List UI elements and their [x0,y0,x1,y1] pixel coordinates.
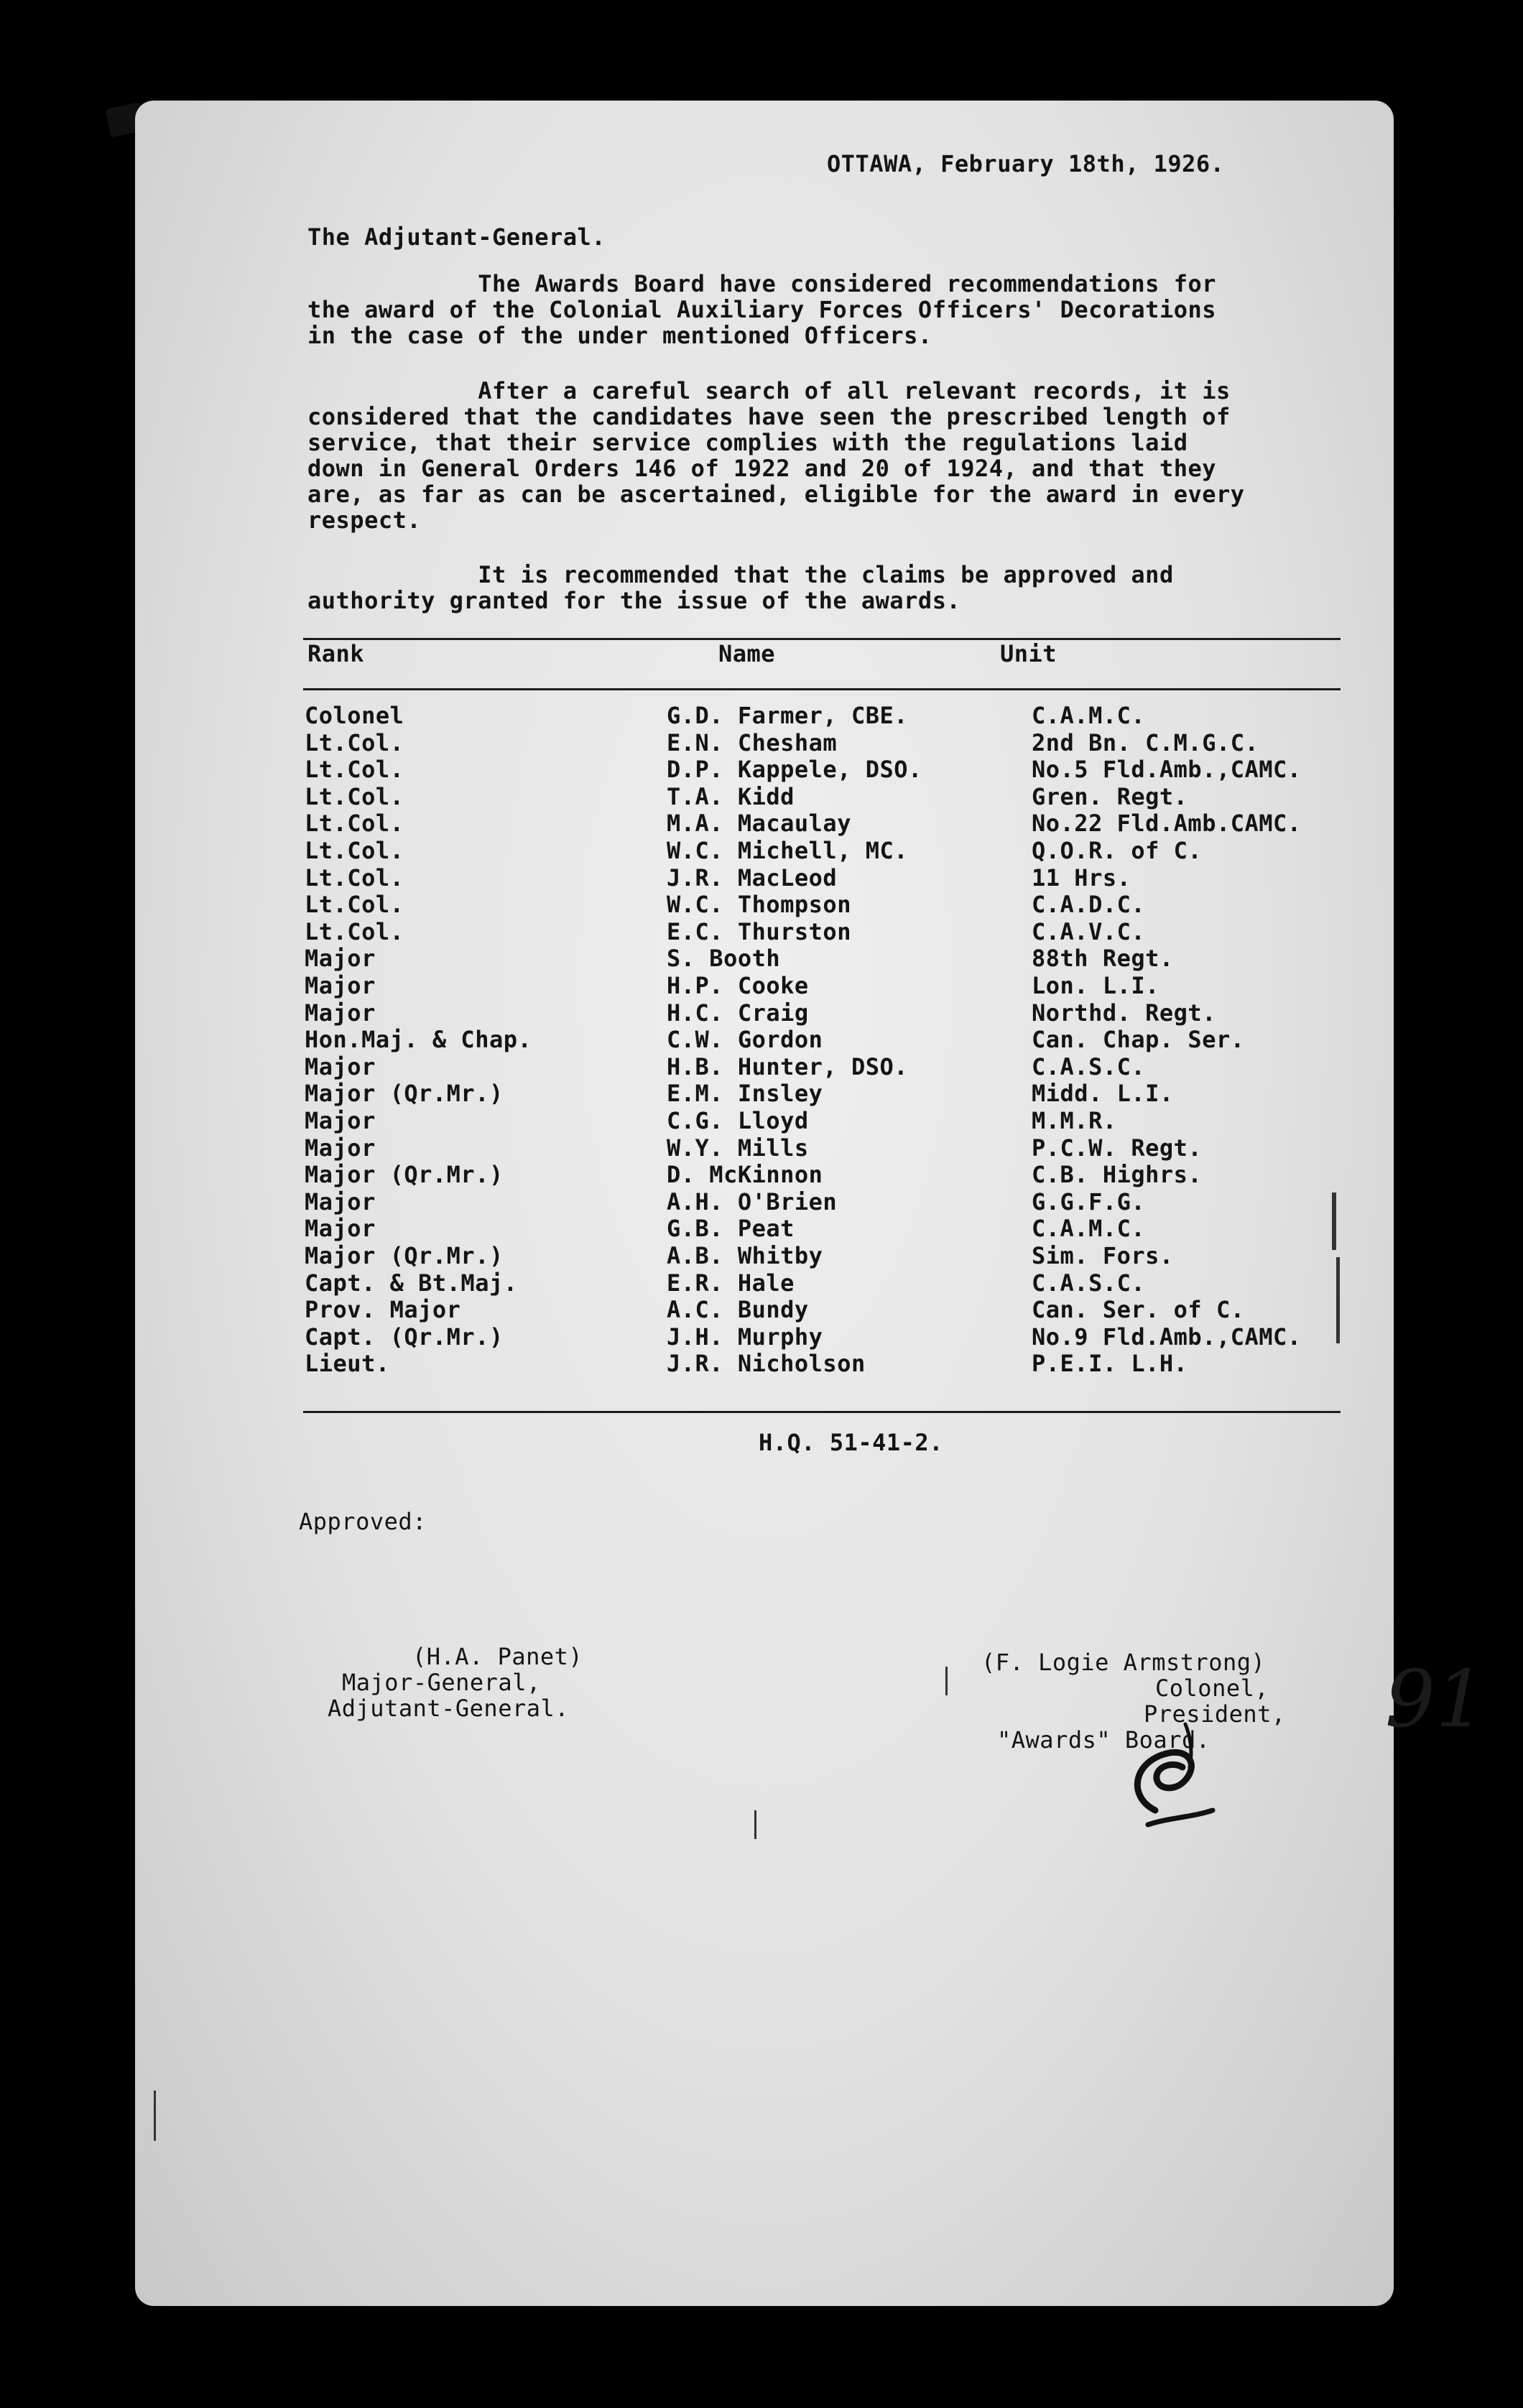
officer-name: A.B. Whitby [667,1242,823,1269]
officer-unit: C.A.M.C. [1032,702,1146,729]
table-top-rule [303,638,1341,640]
column-header-rank: Rank [307,640,365,667]
officer-rank: Hon.Maj. & Chap. [305,1026,532,1053]
officer-name: H.C. Craig [667,999,809,1027]
officer-name: C.W. Gordon [667,1026,823,1053]
handwritten-signature [1105,1710,1249,1846]
officer-name: J.R. Nicholson [667,1350,866,1377]
officer-name: A.C. Bundy [667,1296,809,1323]
officer-rank: Lt.Col. [305,864,404,892]
officer-name: T.A. Kidd [667,783,795,810]
paragraph-2-line-5: are, as far as can be ascertained, eligible for the award in every [307,481,1245,508]
officer-unit: 88th Regt. [1032,945,1174,972]
margin-ink-mark [1336,1257,1340,1343]
officer-name: D.P. Kappele, DSO. [667,756,922,783]
officer-unit: Can. Chap. Ser. [1032,1026,1245,1053]
officer-name: H.B. Hunter, DSO. [667,1053,909,1080]
officer-unit: Midd. L.I. [1032,1080,1174,1107]
officer-rank: Major [305,972,376,999]
officer-rank: Major [305,1053,376,1080]
officer-name: E.M. Insley [667,1080,823,1107]
officer-unit: C.A.S.C. [1032,1269,1146,1297]
right-signatory-title: President, [1144,1700,1286,1728]
officer-rank: Lt.Col. [305,783,404,810]
approved-label: Approved: [299,1508,427,1535]
officer-unit: M.M.R. [1032,1107,1117,1134]
officer-unit: No.22 Fld.Amb.CAMC. [1032,810,1302,837]
officer-name: G.B. Peat [667,1215,795,1242]
officer-unit: Lon. L.I. [1032,972,1159,999]
file-reference: H.Q. 51-41-2. [759,1429,943,1456]
paragraph-1-line-3: in the case of the under mentioned Officers. [307,322,932,349]
officer-rank: Major [305,1107,376,1134]
officer-rank: Capt. & Bt.Maj. [305,1269,518,1297]
right-signatory-rank: Colonel, [1155,1675,1269,1702]
officer-unit: No.9 Fld.Amb.,CAMC. [1032,1323,1302,1351]
officer-unit: Q.O.R. of C. [1032,837,1203,864]
stray-ink-mark [754,1810,756,1839]
table-header-rule [303,688,1341,690]
dateline: OTTAWA, February 18th, 1926. [827,150,1225,177]
officer-name: M.A. Macaulay [667,810,851,837]
left-signatory-rank: Major-General, [342,1669,541,1696]
officer-rank: Prov. Major [305,1296,461,1323]
addressee: The Adjutant-General. [307,223,606,251]
column-header-unit: Unit [1000,640,1057,667]
officer-rank: Colonel [305,702,404,729]
officer-rank: Lieut. [305,1350,390,1377]
officer-unit: C.A.V.C. [1032,918,1146,945]
officer-rank: Lt.Col. [305,837,404,864]
officer-unit: 11 Hrs. [1032,864,1131,892]
paragraph-2-line-2: considered that the candidates have seen the prescribed length of [307,403,1231,430]
officer-unit: P.E.I. L.H. [1032,1350,1188,1377]
handwritten-page-number: 91 [1385,1653,1486,1745]
officer-unit: P.C.W. Regt. [1032,1134,1203,1162]
officer-rank: Major [305,945,376,972]
officer-unit: Northd. Regt. [1032,999,1216,1027]
paragraph-3-line-1: It is recommended that the claims be approved and [307,561,1174,588]
officer-name: J.H. Murphy [667,1323,823,1351]
officer-unit: C.A.M.C. [1032,1215,1146,1242]
officer-name: S. Booth [667,945,781,972]
officer-rank: Major [305,1215,376,1242]
officer-rank: Major (Qr.Mr.) [305,1242,504,1269]
officer-rank: Capt. (Qr.Mr.) [305,1323,504,1351]
officer-name: J.R. MacLeod [667,864,838,892]
officer-rank: Lt.Col. [305,756,404,783]
paragraph-3-line-2: authority granted for the issue of the awards. [307,587,961,614]
officer-name: C.G. Lloyd [667,1107,809,1134]
paragraph-2-line-1: After a careful search of all relevant records, it is [307,377,1231,404]
officer-name: G.D. Farmer, CBE. [667,702,909,729]
paragraph-1-line-2: the award of the Colonial Auxiliary Forces Officers' Decorations [307,296,1216,323]
left-signatory-name: (H.A. Panet) [412,1643,583,1670]
stray-ink-mark [945,1667,948,1695]
officer-name: D. McKinnon [667,1161,823,1188]
officer-name: E.C. Thurston [667,918,851,945]
right-signatory-board: "Awards" Board. [997,1726,1210,1754]
table-bottom-rule [303,1411,1341,1413]
column-header-name: Name [718,640,776,667]
paragraph-2-line-6: respect. [307,506,422,534]
officer-rank: Major (Qr.Mr.) [305,1080,504,1107]
officer-rank: Lt.Col. [305,918,404,945]
paragraph-2-line-4: down in General Orders 146 of 1922 and 20 of 1924, and that they [307,455,1216,482]
officer-name: E.N. Chesham [667,729,838,756]
paragraph-2-line-3: service, that their service complies with the regulations laid [307,429,1188,456]
officer-unit: C.A.S.C. [1032,1053,1146,1080]
officer-unit: 2nd Bn. C.M.G.C. [1032,729,1259,756]
officer-rank: Major [305,1188,376,1215]
officer-rank: Major [305,999,376,1027]
officer-name: W.Y. Mills [667,1134,809,1162]
officer-unit: No.5 Fld.Amb.,CAMC. [1032,756,1302,783]
officer-name: W.C. Thompson [667,891,851,918]
officer-rank: Major (Qr.Mr.) [305,1161,504,1188]
officer-name: W.C. Michell, MC. [667,837,909,864]
officer-unit: C.A.D.C. [1032,891,1146,918]
officer-rank: Lt.Col. [305,891,404,918]
right-signatory-name: (F. Logie Armstrong) [981,1649,1266,1676]
officer-rank: Lt.Col. [305,729,404,756]
officer-unit: Gren. Regt. [1032,783,1188,810]
letter-page [135,101,1486,2306]
stray-ink-mark [154,2090,156,2141]
left-signatory-title: Adjutant-General. [328,1695,570,1722]
officer-unit: Sim. Fors. [1032,1242,1174,1269]
officer-unit: G.G.F.G. [1032,1188,1146,1215]
paragraph-1-line-1: The Awards Board have considered recommendations for [307,270,1216,297]
officer-name: A.H. O'Brien [667,1188,838,1215]
officer-rank: Lt.Col. [305,810,404,837]
officer-rank: Major [305,1134,376,1162]
margin-ink-mark [1332,1193,1336,1250]
officer-unit: C.B. Highrs. [1032,1161,1203,1188]
officer-name: H.P. Cooke [667,972,809,999]
officer-unit: Can. Ser. of C. [1032,1296,1245,1323]
officer-name: E.R. Hale [667,1269,795,1297]
